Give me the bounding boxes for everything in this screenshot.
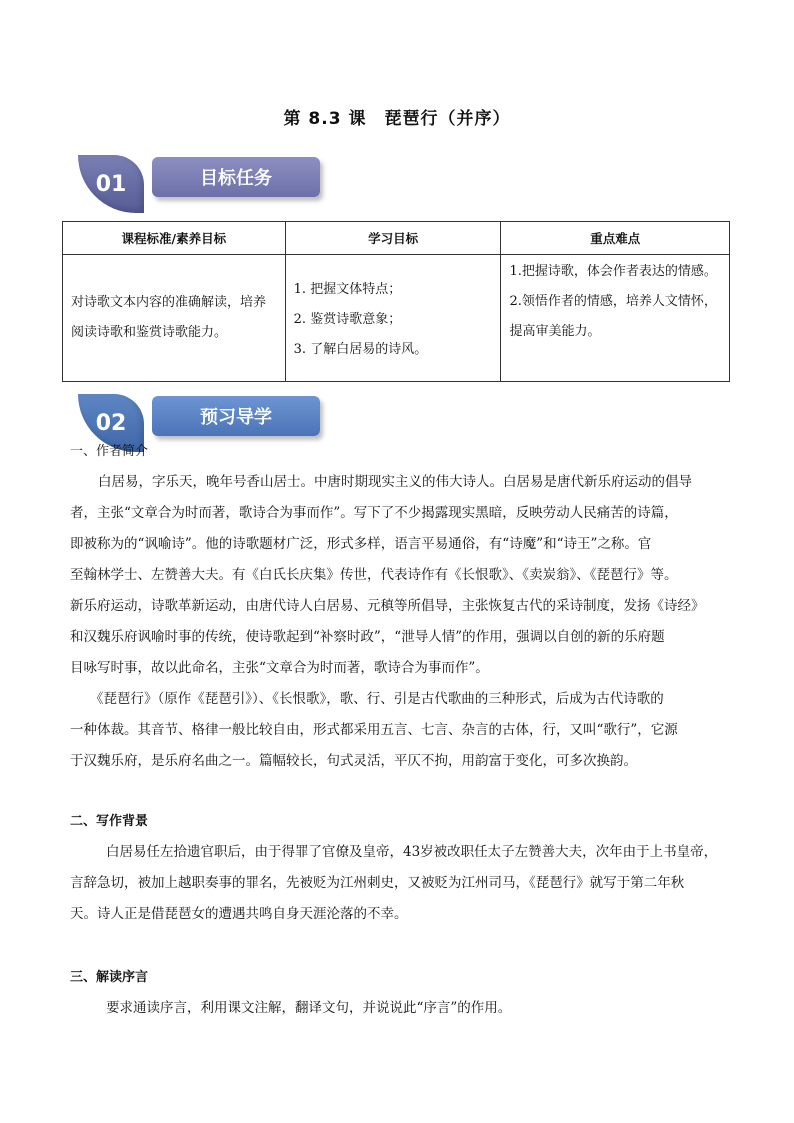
writing-background-section: [70, 806, 734, 930]
cell-key-points: [501, 255, 730, 382]
cell-line: 3. 了解白居易的诗风。: [293, 342, 428, 357]
cell-line: 对诗歌文本内容的准确解读，培养: [71, 295, 267, 310]
cell-line: 2. 鉴赏诗歌意象；: [293, 312, 402, 327]
text-line: 白居易任左拾遗官职后，由于得罪了官僚及皇帝，43岁被改职任太子左赞善大夫，次年由于上书皇帝，: [106, 844, 718, 860]
author-intro-section: [70, 436, 734, 777]
table-row: [63, 255, 730, 382]
section-number-badge: 02: [78, 394, 144, 452]
text-line: 者，主张“文章合为时而著，歌诗合为事而作”。写下了不少揭露现实黑暗，反映劳动人民痛苦的诗篇，: [70, 505, 678, 521]
text-line: 于汉魏乐府，是乐府名曲之一。篇幅较长，句式灵活，平仄不拘，用韵富于变化，可多次换韵。: [70, 753, 637, 769]
cell-standards: [63, 255, 286, 382]
section-banner-goals: [78, 155, 338, 213]
text-line: 新乐府运动，诗歌革新运动，由唐代诗人白居易、元稹等所倡导，主张恢复古代的采诗制度，发扬《诗经》: [70, 598, 705, 614]
header-key-points: 重点难点: [501, 222, 730, 255]
cell-line: 1.把握诗歌，体会作者表达的情感。: [509, 264, 717, 279]
section-number-badge: 01: [78, 155, 144, 213]
text-line: 至翰林学士、左赞善大夫。有《白氏长庆集》传世，代表诗作有《长恨歌》、《卖炭翁》、《琵琶行》等。: [70, 567, 678, 583]
text-line: 要求通读序言，利用课文注解，翻译文句，并说说此“序言”的作用。: [106, 1000, 512, 1016]
text-line: 一种体裁。其音节、格律一般比较自由，形式都采用五言、七言、杂言的古体，行，又叫“歌行”，它源: [70, 722, 678, 738]
cell-line: 阅读诗歌和鉴赏诗歌能力。: [71, 325, 228, 340]
text-line: 白居易，字乐天，晚年号香山居士。中唐时期现实主义的伟大诗人。白居易是唐代新乐府运动的倡导: [98, 474, 692, 490]
preface-section: [70, 962, 734, 1024]
page-title: 第 8.3 课 琵琶行（并序）: [283, 109, 511, 129]
text-line: 即被称为的“讽喻诗”。他的诗歌题材广泛，形式多样，语言平易通俗，有“诗魔”和“诗王”之称。官: [70, 536, 652, 552]
section-heading: 二、写作背景: [70, 814, 149, 829]
text-line: 天。诗人正是借琵琶女的遭遇共鸣自身天涯沦落的不幸。: [70, 906, 408, 922]
cell-learning-goals: [285, 255, 501, 382]
text-line: 和汉魏乐府讽喻时事的传统，使诗歌起到“补察时政”，“泄导人情”的作用，强调以自创的新的乐府题: [70, 629, 665, 645]
cell-line: 2.领悟作者的情感，培养人文情怀，: [509, 294, 717, 309]
header-standards: 课程标准/素养目标: [63, 222, 286, 255]
section-heading: 三、解读序言: [70, 970, 149, 985]
goals-table: [62, 221, 730, 382]
section-title: 目标任务: [152, 157, 320, 197]
table-header-row: [63, 222, 730, 255]
section-heading: 一、作者简介: [70, 444, 149, 459]
cell-line: 1. 把握文体特点；: [293, 282, 402, 297]
section-title: 预习导学: [152, 396, 320, 436]
header-learning-goals: 学习目标: [285, 222, 501, 255]
text-line: 言辞急切，被加上越职奏事的罪名，先被贬为江州刺史，又被贬为江州司马，《琵琶行》就写于第二年秋: [70, 875, 685, 891]
text-line: 目咏写时事，故以此命名，主张“文章合为时而著，歌诗合为事而作”。: [70, 660, 489, 676]
cell-line: 提高审美能力。: [509, 324, 601, 339]
text-line: 《琵琶行》（原作《琵琶引》）、《长恨歌》，歌、行、引是古代歌曲的三种形式，后成为古代诗歌的: [90, 691, 664, 707]
